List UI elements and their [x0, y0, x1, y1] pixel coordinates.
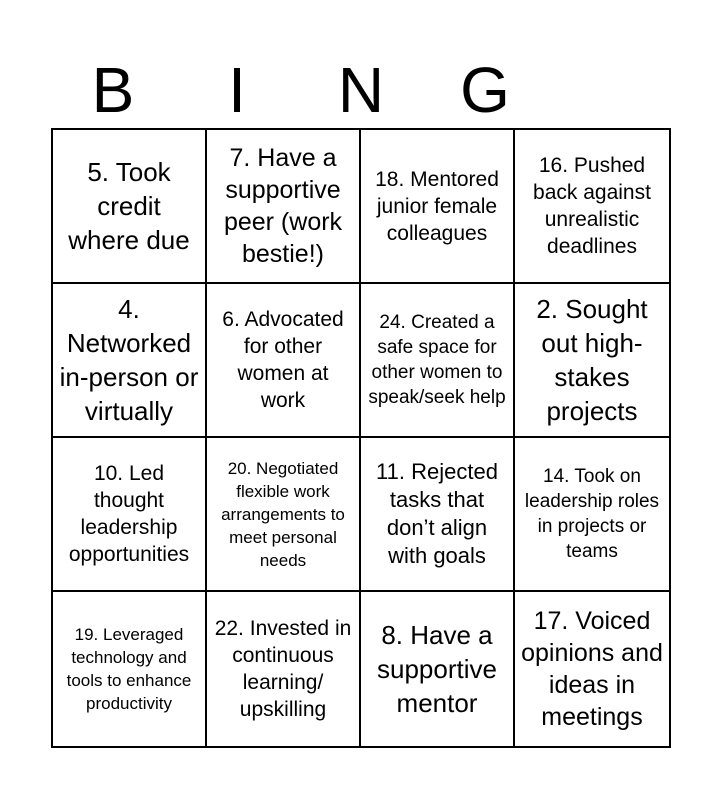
bingo-cell-r2c2[interactable] — [207, 284, 361, 438]
bingo-cell-r1c1[interactable] — [53, 130, 207, 284]
cell-label: 20. Negotiated flexible work arrangements to meet personal needs — [221, 458, 345, 570]
cell-label: 19. Leveraged technology and tools to enhance productivity — [66, 625, 192, 713]
cell-label: 22. Invested in continuous learning/ upskilling — [214, 617, 352, 721]
bingo-header — [51, 52, 671, 128]
cell-label: 2. Sought out high-stakes projects — [536, 294, 648, 426]
bingo-cell-r4c3[interactable] — [361, 592, 515, 746]
cell-label: 7. Have a supportive peer (work bestie!) — [223, 144, 343, 268]
cell-label: 11. Rejected tasks that don’t align with goals — [376, 459, 498, 568]
cell-label: 5. Took credit where due — [68, 157, 190, 255]
cell-label: 24. Created a safe space for other women to speak/seek help — [368, 312, 506, 408]
bingo-cell-r3c1[interactable] — [53, 438, 207, 592]
bingo-cell-r4c1[interactable] — [53, 592, 207, 746]
cell-label: 14. Took on leadership roles in projects or teams — [524, 466, 660, 562]
bingo-cell-r3c2[interactable] — [207, 438, 361, 592]
cell-label: 4. Networked in-person or virtually — [59, 294, 199, 426]
cell-label: 18. Mentored junior female colleagues — [375, 167, 499, 245]
header-letter-g: G — [460, 54, 510, 126]
bingo-cell-r1c3[interactable] — [361, 130, 515, 284]
bingo-board — [51, 128, 671, 748]
bingo-cell-r2c3[interactable] — [361, 284, 515, 438]
bingo-cell-r4c4[interactable] — [515, 592, 669, 746]
bingo-cell-r4c2[interactable] — [207, 592, 361, 746]
header-letter-i: I — [228, 54, 246, 126]
cell-label: 10. Led thought leadership opportunities — [68, 462, 190, 566]
header-letter-b: B — [91, 54, 135, 126]
header-letter-n: N — [337, 54, 385, 126]
cell-label: 16. Pushed back against unrealistic deadlines — [533, 154, 651, 258]
bingo-cell-r2c4[interactable] — [515, 284, 669, 438]
cell-label: 6. Advocated for other women at work — [222, 308, 344, 412]
bingo-cell-r3c3[interactable] — [361, 438, 515, 592]
bingo-cell-r1c4[interactable] — [515, 130, 669, 284]
cell-label: 17. Voiced opinions and ideas in meetings — [521, 607, 663, 731]
bingo-cell-r2c1[interactable] — [53, 284, 207, 438]
bingo-cell-r1c2[interactable] — [207, 130, 361, 284]
cell-label: 8. Have a supportive mentor — [377, 620, 497, 718]
bingo-cell-r3c4[interactable] — [515, 438, 669, 592]
